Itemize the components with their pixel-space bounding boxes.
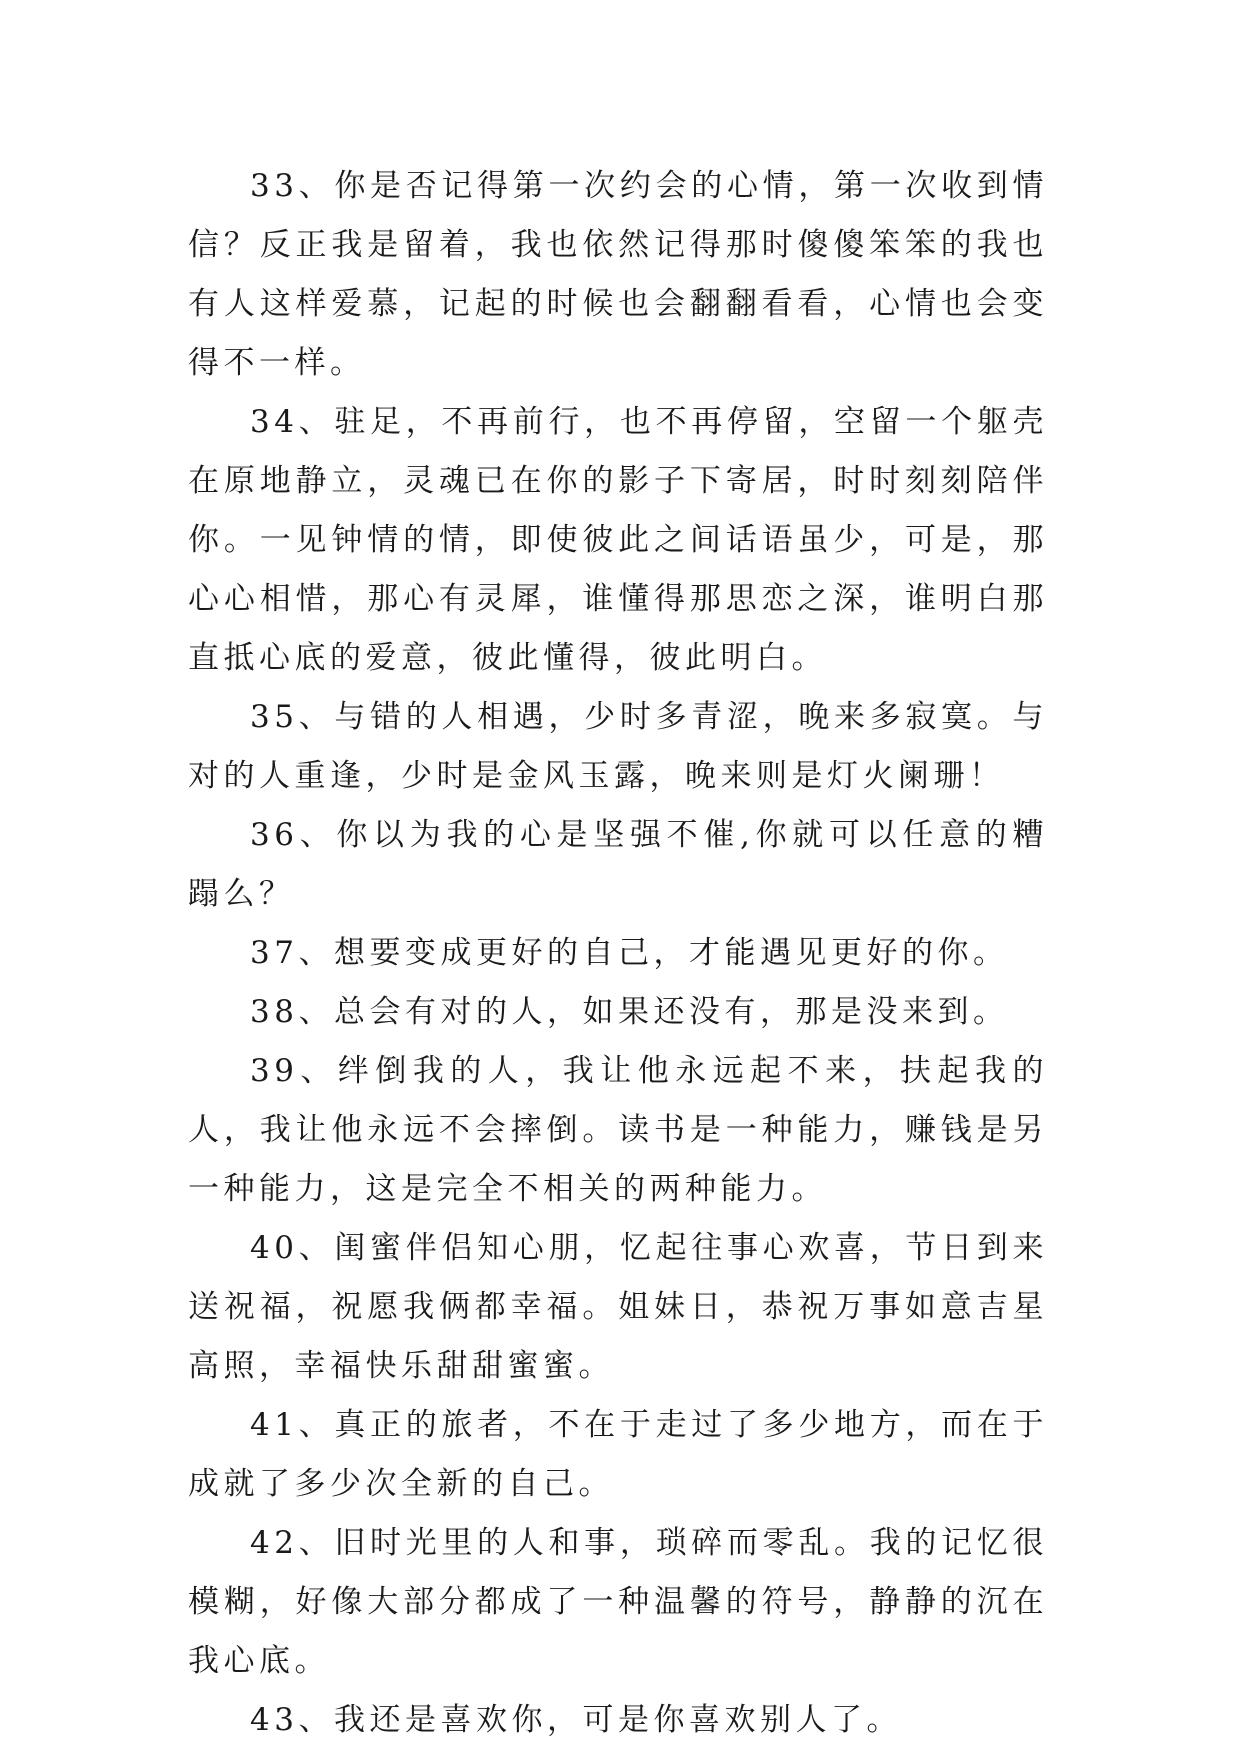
paragraph-37: 37、想要变成更好的自己，才能遇见更好的你。 xyxy=(250,935,1009,971)
paragraph-40: 40、闺蜜伴侣知心朋，忆起往事心欢喜，节日到来送祝福，祝愿我俩都幸福。姐妹日，恭祝万事如意吉星高照，幸福快乐甜甜蜜蜜。 xyxy=(188,1230,1048,1384)
paragraph-41: 41、真正的旅者，不在于走过了多少地方，而在于成就了多少次全新的自己。 xyxy=(188,1407,1048,1502)
paragraph-36: 36、你以为我的心是坚强不催,你就可以任意的糟蹋么？ xyxy=(188,817,1048,912)
paragraph-38: 38、总会有对的人，如果还没有，那是没来到。 xyxy=(250,994,1009,1030)
paragraph-43: 43、我还是喜欢你，可是你喜欢别人了。 xyxy=(250,1702,902,1738)
paragraph-35: 35、与错的人相遇，少时多青涩，晚来多寂寞。与对的人重逢，少时是金风玉露，晚来则是灯火阑珊！ xyxy=(188,699,1048,794)
paragraph-33: 33、你是否记得第一次约会的心情，第一次收到情信？反正我是留着，我也依然记得那时傻傻笨笨的我也有人这样爱慕，记起的时候也会翻翻看看，心情也会变得不一样。 xyxy=(188,168,1048,381)
paragraph-42: 42、旧时光里的人和事，琐碎而零乱。我的记忆很模糊，好像大部分都成了一种温馨的符号，静静的沉在我心底。 xyxy=(188,1525,1048,1679)
paragraph-39: 39、绊倒我的人，我让他永远起不来，扶起我的人，我让他永远不会摔倒。读书是一种能力，赚钱是另一种能力，这是完全不相关的两种能力。 xyxy=(188,1053,1048,1207)
document-body xyxy=(188,157,1048,1750)
paragraph-34: 34、驻足，不再前行，也不再停留，空留一个躯壳在原地静立，灵魂已在你的影子下寄居，时时刻刻陪伴你。一见钟情的情，即使彼此之间话语虽少，可是，那心心相惜，那心有灵犀，谁懂得那思恋之深，谁明白那直抵心底的爱意，彼此懂得，彼此明白。 xyxy=(188,404,1048,676)
